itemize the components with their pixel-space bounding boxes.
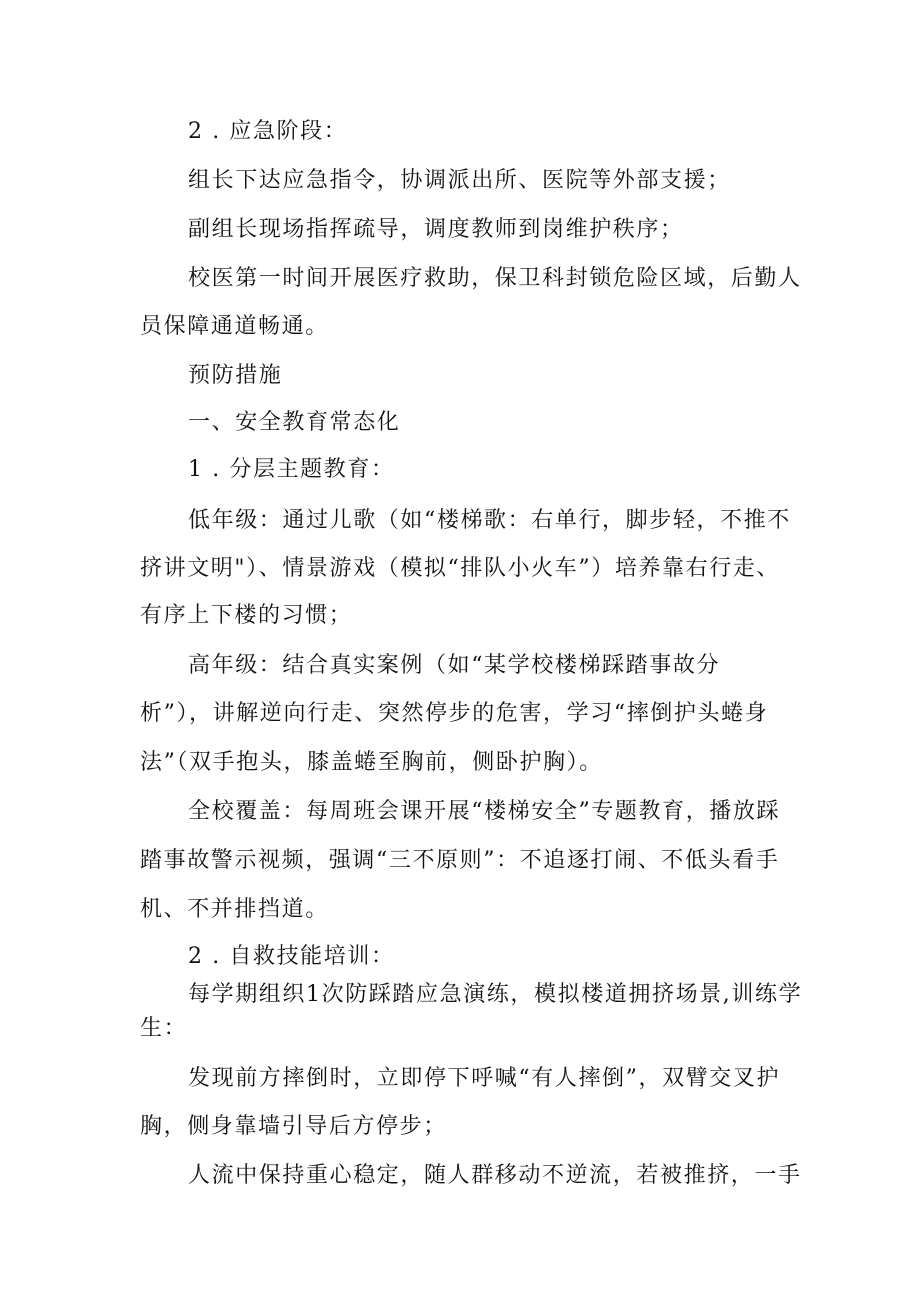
section-heading-prevention: 预防措施: [188, 363, 283, 388]
paragraph-line: 生：: [140, 1016, 188, 1041]
paragraph-line: 高年级：结合真实案例（如“某学校楼梯踩踏事故分: [188, 653, 721, 678]
paragraph-line: 发现前方摔倒时，立即停下呼喊“有人摔倒”，双臂交叉护: [188, 1066, 781, 1091]
paragraph-line: 人流中保持重心稳定，随人群移动不逆流，若被推挤，一手: [188, 1163, 802, 1188]
subheading-layered-education: 1 . 分层主题教育：: [188, 457, 395, 482]
paragraph-line: 踏事故警示视频，强调“三不原则”：不追逐打闹、不低头看手: [140, 848, 780, 873]
paragraph-line: 有序上下楼的习惯；: [140, 603, 353, 628]
paragraph-line: 法”（双手抱头，膝盖蜷至胸前，侧卧护胸）。: [140, 750, 603, 775]
section-heading-emergency-stage: 2 . 应急阶段：: [188, 119, 348, 144]
paragraph-line: 员保障通道畅通。: [140, 314, 329, 339]
paragraph-line: 析”），讲解逆向行走、突然停步的危害，学习“摔倒护头蜷身: [140, 701, 769, 726]
paragraph-line: 挤讲文明"）、情景游戏（模拟“排队小火车”）培养靠右行走、: [140, 556, 781, 581]
subheading-self-rescue-training: 2 . 自救技能培训：: [188, 944, 395, 969]
paragraph-line: 全校覆盖：每周班会课开展“楼梯安全”专题教育，播放踩: [188, 799, 781, 824]
paragraph-line: 胸，侧身靠墙引导后方停步；: [140, 1114, 447, 1139]
paragraph-line: 机、不并排挡道。: [140, 897, 329, 922]
paragraph-line: 副组长现场指挥疏导，调度教师到岗维护秩序；: [188, 217, 684, 242]
section-heading-education: 一、安全教育常态化: [188, 410, 401, 435]
paragraph-line: 低年级：通过儿歌（如“楼梯歌：右单行，脚步轻，不推不: [188, 508, 791, 533]
paragraph-line: 校医第一时间开展医疗救助，保卫科封锁危险区域，后勤人: [188, 266, 802, 291]
paragraph-line: 每学期组织1次防踩踏应急演练，模拟楼道拥挤场景,训练学: [188, 982, 803, 1007]
paragraph-line: 组长下达应急指令，协调派出所、医院等外部支援；: [188, 168, 731, 193]
